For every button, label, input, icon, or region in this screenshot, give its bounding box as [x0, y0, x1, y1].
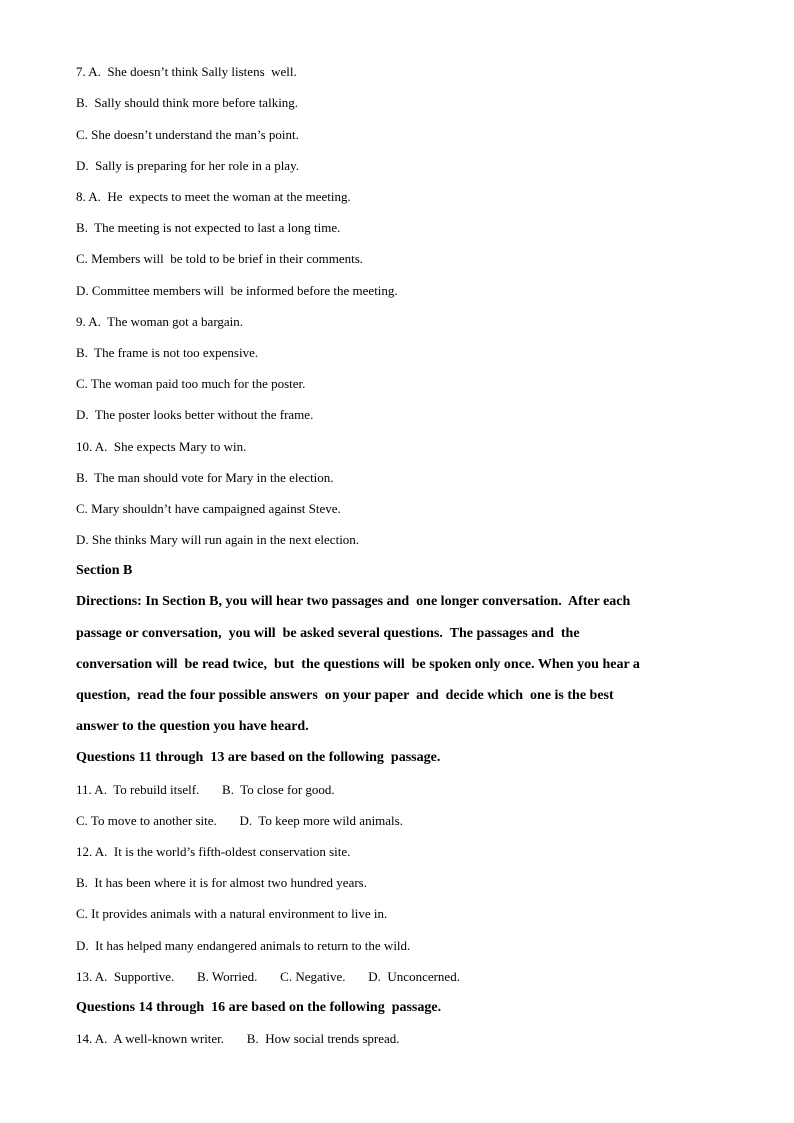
q11-options-ab: 11. A. To rebuild itself. B. To close for good.: [76, 782, 335, 797]
q8-option-d: D. Committee members will be informed before the meeting.: [76, 283, 398, 298]
q10-option-c: C. Mary shouldn’t have campaigned against Steve.: [76, 501, 341, 516]
q12-option-b: B. It has been where it is for almost two hundred years.: [76, 875, 367, 890]
directions-line: conversation will be read twice, but the questions will be spoken only once. When you hear a: [76, 657, 640, 672]
q10-option-a: 10. A. She expects Mary to win.: [76, 439, 247, 454]
q8-option-c: C. Members will be told to be brief in their comments.: [76, 251, 364, 266]
directions-line: question, read the four possible answers on your paper and decide which one is the best: [76, 688, 614, 703]
section-heading: Section B: [76, 563, 133, 578]
q7-option-c: C. She doesn’t understand the man’s point.: [76, 127, 299, 142]
q12-option-a: 12. A. It is the world’s fifth-oldest conservation site.: [76, 844, 351, 859]
q8-option-b: B. The meeting is not expected to last a long time.: [76, 220, 341, 235]
directions-line: Directions: In Section B, you will hear two passages and one longer conversation. After each: [76, 594, 631, 609]
q10-option-b: B. The man should vote for Mary in the election.: [76, 470, 334, 485]
q9-option-d: D. The poster looks better without the frame.: [76, 407, 314, 422]
q11-options-cd: C. To move to another site. D. To keep more wild animals.: [76, 813, 403, 828]
passage-heading: Questions 11 through 13 are based on the following passage.: [76, 750, 441, 765]
q9-option-a: 9. A. The woman got a bargain.: [76, 314, 244, 329]
q7-option-a: 7. A. She doesn’t think Sally listens well.: [76, 64, 297, 79]
directions-line: passage or conversation, you will be asked several questions. The passages and the: [76, 626, 580, 641]
directions-line: answer to the question you have heard.: [76, 719, 309, 734]
passage-heading: Questions 14 through 16 are based on the following passage.: [76, 1000, 442, 1015]
q12-option-c: C. It provides animals with a natural environment to live in.: [76, 906, 388, 921]
q10-option-d: D. She thinks Mary will run again in the next election.: [76, 532, 360, 547]
q7-option-b: B. Sally should think more before talking.: [76, 95, 299, 110]
q9-option-b: B. The frame is not too expensive.: [76, 345, 259, 360]
q12-option-d: D. It has helped many endangered animals to return to the wild.: [76, 938, 411, 953]
q9-option-c: C. The woman paid too much for the poster.: [76, 376, 306, 391]
q14-options-ab: 14. A. A well-known writer. B. How social trends spread.: [76, 1031, 400, 1046]
q7-option-d: D. Sally is preparing for her role in a play.: [76, 158, 299, 173]
q13-options: 13. A. Supportive. B. Worried. C. Negative. D. Unconcerned.: [76, 969, 460, 984]
q8-option-a: 8. A. He expects to meet the woman at the meeting.: [76, 189, 351, 204]
